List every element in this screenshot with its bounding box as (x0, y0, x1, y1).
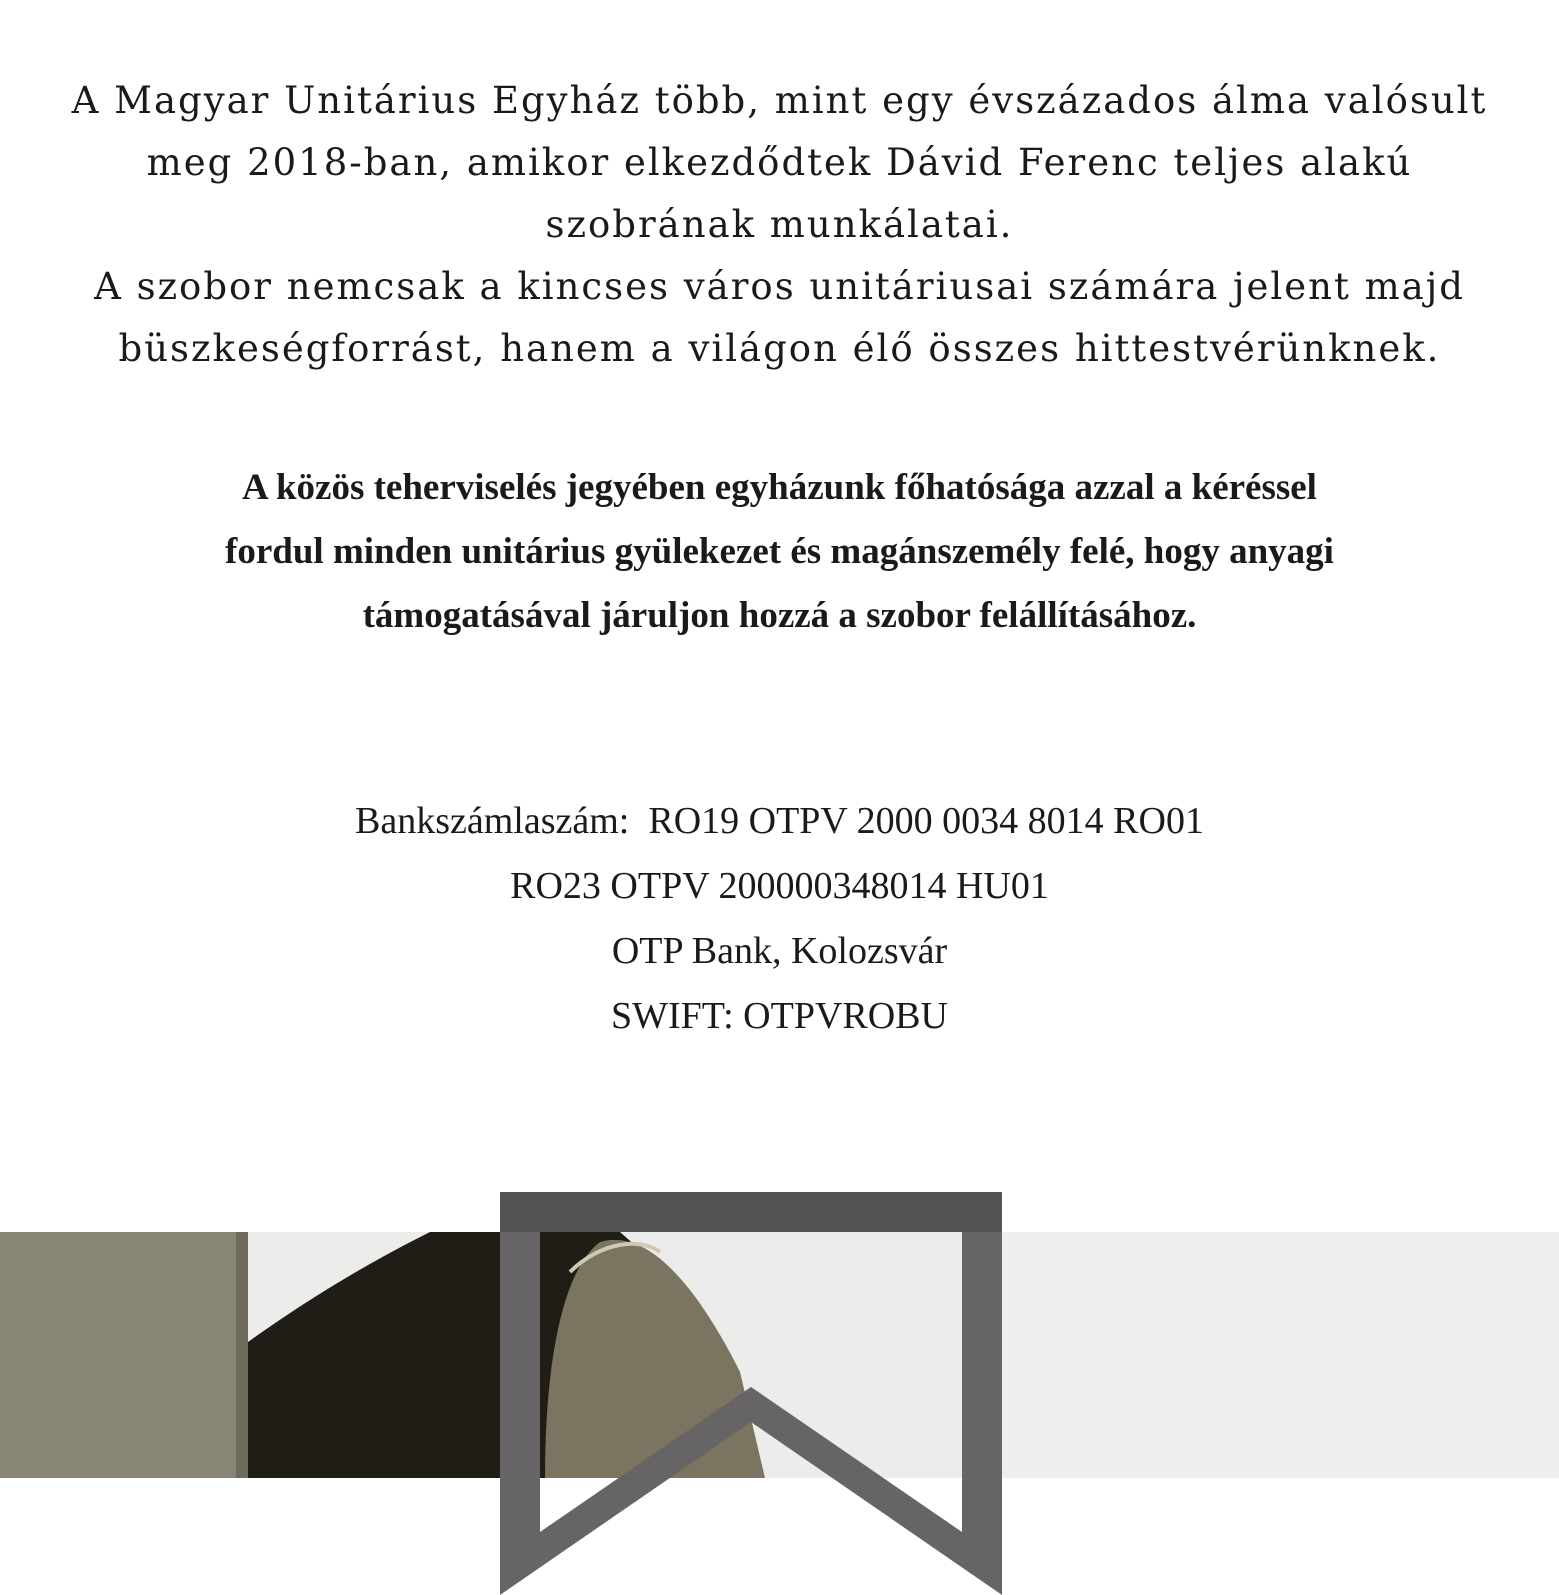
intro-line: meg 2018-ban, amikor elkezdődtek Dávid Ferenc teljes alakú (146, 141, 1413, 184)
stone-pillar-edge (236, 1232, 248, 1478)
intro-line: büszkeségforrást, hanem a világon élő összes hittestvérünknek. (118, 327, 1441, 370)
intro-line: szobrának munkálatai. (545, 203, 1014, 246)
swift-code: SWIFT: OTPVROBU (611, 995, 948, 1037)
bank-name: OTP Bank, Kolozsvár (611, 930, 948, 972)
ribbon-frame-icon (500, 1192, 1002, 1595)
stone-pillar (0, 1232, 248, 1478)
ribbon-frame-outline (500, 1232, 1002, 1595)
frame-top-bar (500, 1192, 1002, 1232)
intro-line: A Magyar Unitárius Egyház több, mint egy évszázados álma valósult (71, 79, 1488, 122)
bank-details (0, 789, 1559, 1049)
appeal-line: A közös teherviselés jegyében egyházunk főhatósága azzal a kéréssel (242, 467, 1317, 508)
appeal-paragraph (60, 456, 1499, 648)
bank-account-number-2: RO23 OTPV 200000348014 HU01 (510, 865, 1049, 907)
appeal-line: támogatásával járuljon hozzá a szobor felállításához. (362, 595, 1197, 636)
bank-account-number: Bankszámlaszám: RO19 OTPV 2000 0034 8014 RO01 (355, 800, 1204, 842)
appeal-line: fordul minden unitárius gyülekezet és magánszemély felé, hogy anyagi (225, 531, 1334, 572)
backdrop-right (1002, 1232, 1559, 1478)
intro-line: A szobor nemcsak a kincses város unitáriusai számára jelent majd (94, 265, 1465, 308)
intro-paragraph (30, 70, 1529, 380)
